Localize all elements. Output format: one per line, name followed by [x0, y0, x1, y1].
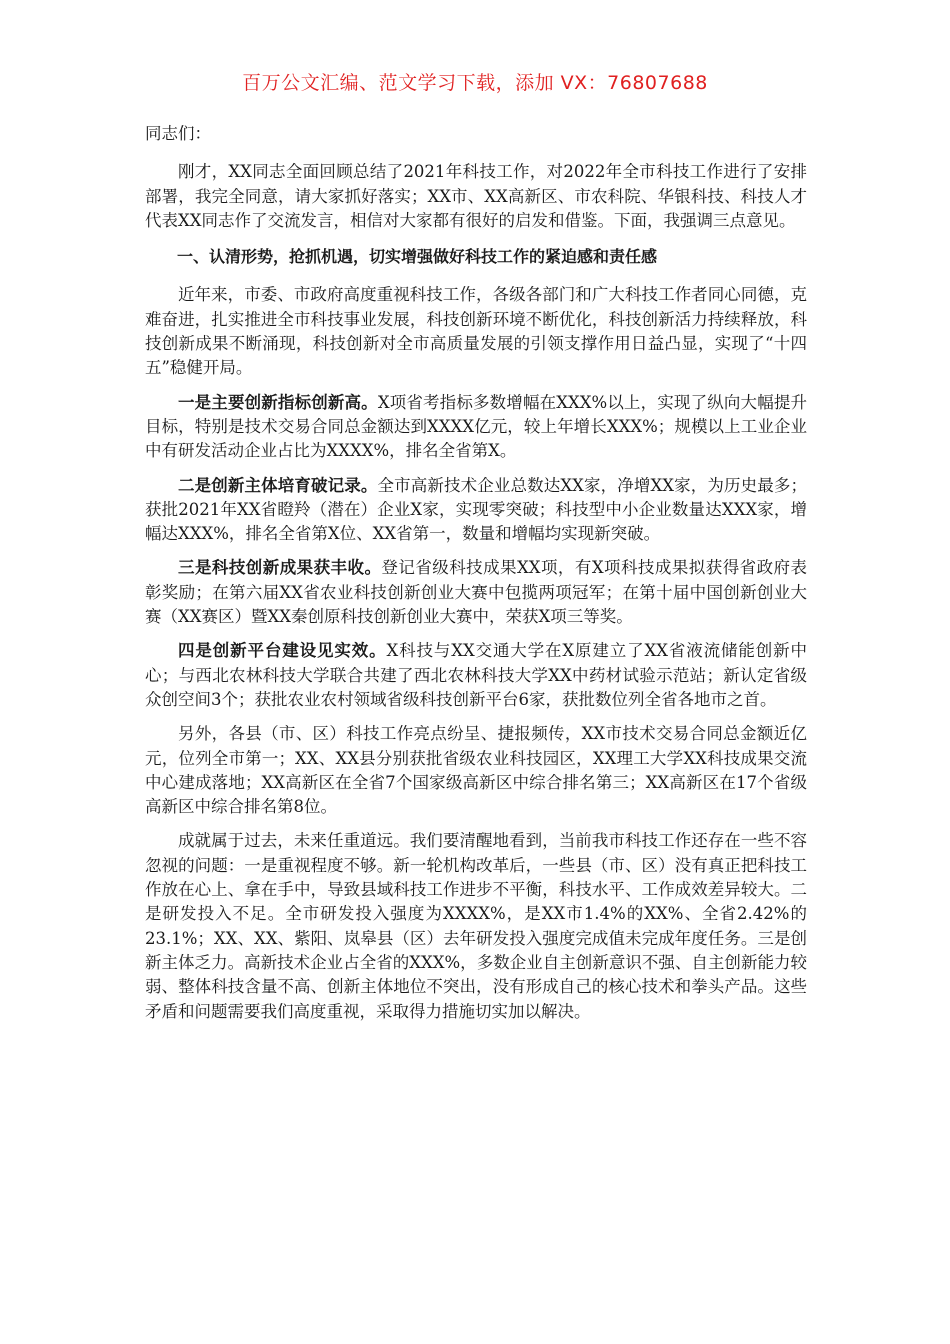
- point-4-lead: 四是创新平台建设见实效。: [178, 641, 387, 661]
- point-4-text: X科技与XX交通大学在X原建立了XX省液流储能创新中心；与西北农林科技大学联合共建了西北农林科技大学XX中药材试验示范站；新认定省级众创空间3个；获批农业农村领域省级科技创新平台6家，获批数位列全省各地市之首。: [145, 641, 808, 709]
- problems-paragraph: 成就属于过去，未来任重道远。我们要清醒地看到，当前我市科技工作还存在一些不容忽视的问题：一是重视程度不够。新一轮机构改革后，一些县（市、区）没有真正把科技工作放在心上、拿在手中，导致县域科技工作进步不平衡，科技水平、工作成效差异较大。二是研发投入不足。全市研发投入强度为XXXX%，是XX市1.4%的XX%、全省2.42%的23.1%；XX、XX、紫阳、岚皋县（区）去年研发投入强度完成值未完成年度任务。三是创新主体乏力。高新技术企业占全省的XXX%，多数企业自主创新意识不强、自主创新能力较弱、整体科技含量不高、创新主体地位不突出，没有形成自己的核心技术和拳头产品。这些矛盾和问题需要我们高度重视，采取得力措施切实加以解决。: [145, 831, 807, 1021]
- point-3-paragraph: [145, 556, 807, 629]
- point-1-paragraph: [145, 391, 807, 464]
- document-body: [145, 122, 807, 1034]
- point-1-lead: 一是主要创新指标创新高。: [178, 392, 378, 412]
- salutation: 同志们：: [145, 124, 211, 143]
- point-2-text: 全市高新技术企业总数达XX家，净增XX家，为历史最多；获批2021年XX省瞪羚（潜在）企业X家，实现零突破；科技型中小企业数量达XXX家，增幅达XXX%，排名全省第X位、XX省第一，数量和增幅均实现新突破。: [145, 475, 807, 544]
- intro-paragraph: 刚才，XX同志全面回顾总结了2021年科技工作，对2022年全市科技工作进行了安排部署，我完全同意，请大家抓好落实；XX市、XX高新区、市农科院、华银科技、科技人才代表XX同志作了交流发言，相信对大家都有很好的启发和借鉴。下面，我强调三点意见。: [145, 162, 807, 230]
- point-4-paragraph: [145, 639, 807, 712]
- point-3-lead: 三是科技创新成果获丰收。: [178, 558, 382, 578]
- header-banner: 百万公文汇编、范文学习下载，添加 VX：76807688: [242, 72, 708, 94]
- section1-intro-paragraph: 近年来，市委、市政府高度重视科技工作，各级各部门和广大科技工作者同心同德，克难奋进，扎实推进全市科技事业发展，科技创新环境不断优化，科技创新活力持续释放，科技创新成果不断涌现，科技创新对全市高质量发展的引领支撑作用日益凸显，实现了“十四五”稳健开局。: [145, 285, 807, 378]
- additional-achievements-paragraph: 另外，各县（市、区）科技工作亮点纷呈、捷报频传，XX市技术交易合同总金额近亿元，位列全市第一；XX、XX县分别获批省级农业科技园区，XX理工大学XX科技成果交流中心建成落地；XX高新区在全省7个国家级高新区中综合排名第三；XX高新区在17个省级高新区中综合排名第8位。: [145, 724, 807, 817]
- point-3-text: 登记省级科技成果XX项，有X项科技成果拟获得省政府表彰奖励；在第六届XX省农业科技创新创业大赛中包揽两项冠军；在第十届中国创新创业大赛（XX赛区）暨XX秦创原科技创新创业大赛中，荣获X项三等奖。: [145, 558, 807, 627]
- section-heading-1: 一、认清形势，抢抓机遇，切实增强做好科技工作的紧迫感和责任感: [177, 247, 658, 267]
- point-2-lead: 二是创新主体培育破记录。: [178, 475, 378, 495]
- point-2-paragraph: [145, 474, 807, 547]
- point-1-text: X项省考指标多数增幅在XXX%以上，实现了纵向大幅提升目标，特别是技术交易合同总金额达到XXXX亿元，较上年增长XXX%；规模以上工业企业中有研发活动企业占比为XXXX%，排名全省第X。: [145, 392, 807, 461]
